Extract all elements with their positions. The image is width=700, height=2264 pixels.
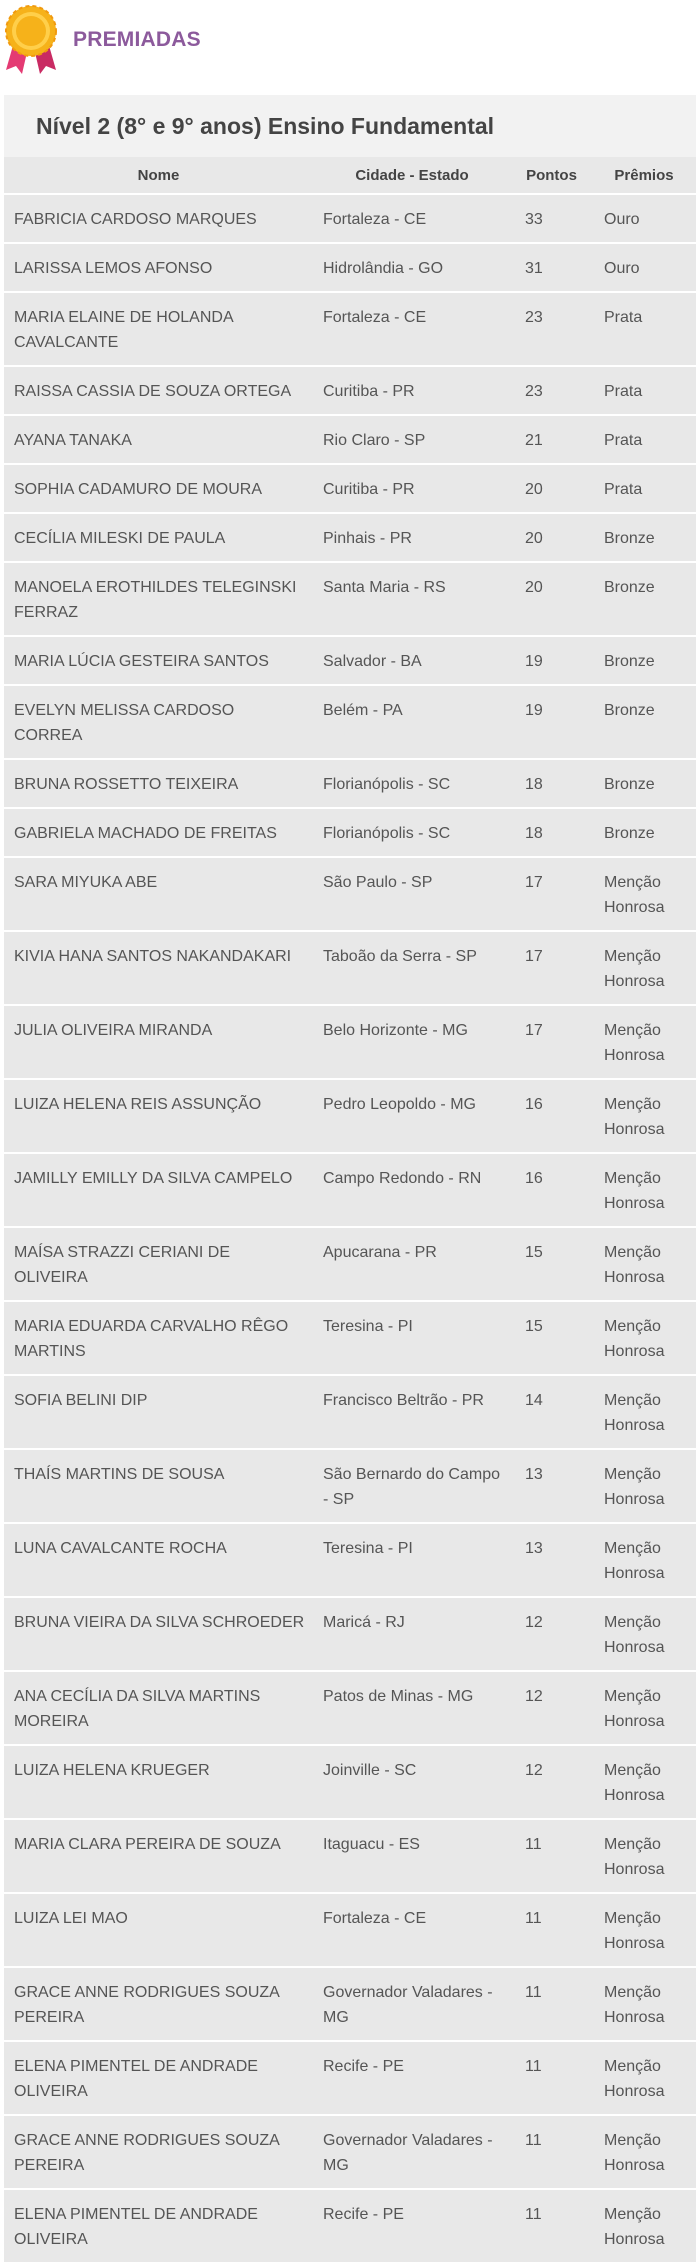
cell-premio: Bronze <box>592 636 696 685</box>
table-row <box>4 1079 696 1153</box>
cell-nome: LUNA CAVALCANTE ROCHA <box>4 1523 313 1597</box>
cell-premio: Menção Honrosa <box>592 1745 696 1819</box>
cell-pontos: 19 <box>511 636 592 685</box>
cell-premio: Menção Honrosa <box>592 1005 696 1079</box>
cell-pontos: 31 <box>511 243 592 292</box>
cell-pontos: 14 <box>511 1375 592 1449</box>
medal-icon <box>2 4 60 76</box>
cell-cidade: Pinhais - PR <box>313 513 511 562</box>
cell-pontos: 16 <box>511 1153 592 1227</box>
cell-cidade: Pedro Leopoldo - MG <box>313 1079 511 1153</box>
cell-pontos: 11 <box>511 2115 592 2189</box>
cell-premio: Bronze <box>592 759 696 808</box>
cell-cidade: Governador Valadares - MG <box>313 2115 511 2189</box>
cell-nome: MARIA EDUARDA CARVALHO RÊGO MARTINS <box>4 1301 313 1375</box>
cell-nome: ANA CECÍLIA DA SILVA MARTINS MOREIRA <box>4 1671 313 1745</box>
cell-cidade: Francisco Beltrão - PR <box>313 1375 511 1449</box>
cell-premio: Prata <box>592 464 696 513</box>
cell-pontos: 11 <box>511 2041 592 2115</box>
cell-nome: THAÍS MARTINS DE SOUSA <box>4 1449 313 1523</box>
table-row <box>4 931 696 1005</box>
cell-premio: Bronze <box>592 808 696 857</box>
cell-pontos: 18 <box>511 808 592 857</box>
cell-nome: GRACE ANNE RODRIGUES SOUZA PEREIRA <box>4 1967 313 2041</box>
cell-premio: Menção Honrosa <box>592 931 696 1005</box>
awards-table <box>4 157 696 2264</box>
cell-premio: Menção Honrosa <box>592 1523 696 1597</box>
cell-cidade: Fortaleza - CE <box>313 1893 511 1967</box>
cell-cidade: Governador Valadares - MG <box>313 1967 511 2041</box>
cell-cidade: Fortaleza - CE <box>313 194 511 243</box>
cell-premio: Menção Honrosa <box>592 1079 696 1153</box>
table-body <box>4 194 696 2263</box>
table-row <box>4 366 696 415</box>
cell-cidade: São Paulo - SP <box>313 857 511 931</box>
cell-premio: Menção Honrosa <box>592 1671 696 1745</box>
cell-cidade: Curitiba - PR <box>313 366 511 415</box>
table-row <box>4 1301 696 1375</box>
cell-nome: LUIZA LEI MAO <box>4 1893 313 1967</box>
table-row <box>4 2189 696 2263</box>
cell-pontos: 11 <box>511 1819 592 1893</box>
table-row <box>4 1227 696 1301</box>
cell-pontos: 11 <box>511 1967 592 2041</box>
table-row <box>4 1375 696 1449</box>
table-row <box>4 1893 696 1967</box>
column-header-nome: Nome <box>4 157 313 194</box>
cell-pontos: 33 <box>511 194 592 243</box>
cell-nome: MAÍSA STRAZZI CERIANI DE OLIVEIRA <box>4 1227 313 1301</box>
cell-nome: JAMILLY EMILLY DA SILVA CAMPELO <box>4 1153 313 1227</box>
cell-premio: Menção Honrosa <box>592 1597 696 1671</box>
cell-nome: EVELYN MELISSA CARDOSO CORREA <box>4 685 313 759</box>
cell-premio: Prata <box>592 366 696 415</box>
cell-premio: Bronze <box>592 685 696 759</box>
cell-nome: MARIA LÚCIA GESTEIRA SANTOS <box>4 636 313 685</box>
table-row <box>4 562 696 636</box>
cell-nome: BRUNA VIEIRA DA SILVA SCHROEDER <box>4 1597 313 1671</box>
cell-cidade: Taboão da Serra - SP <box>313 931 511 1005</box>
cell-premio: Menção Honrosa <box>592 857 696 931</box>
cell-nome: MANOELA EROTHILDES TELEGINSKI FERRAZ <box>4 562 313 636</box>
cell-nome: ELENA PIMENTEL DE ANDRADE OLIVEIRA <box>4 2041 313 2115</box>
cell-pontos: 20 <box>511 513 592 562</box>
cell-nome: CECÍLIA MILESKI DE PAULA <box>4 513 313 562</box>
table-row <box>4 464 696 513</box>
cell-nome: FABRICIA CARDOSO MARQUES <box>4 194 313 243</box>
table-row <box>4 1523 696 1597</box>
cell-cidade: Belém - PA <box>313 685 511 759</box>
table-row <box>4 1449 696 1523</box>
column-header-cidade: Cidade - Estado <box>313 157 511 194</box>
cell-nome: MARIA ELAINE DE HOLANDA CAVALCANTE <box>4 292 313 366</box>
section-title: PREMIADAS <box>73 28 201 51</box>
cell-premio: Prata <box>592 415 696 464</box>
cell-cidade: São Bernardo do Campo - SP <box>313 1449 511 1523</box>
cell-nome: JULIA OLIVEIRA MIRANDA <box>4 1005 313 1079</box>
cell-premio: Ouro <box>592 243 696 292</box>
cell-cidade: Apucarana - PR <box>313 1227 511 1301</box>
cell-premio: Menção Honrosa <box>592 1301 696 1375</box>
cell-pontos: 20 <box>511 562 592 636</box>
cell-cidade: Florianópolis - SC <box>313 808 511 857</box>
table-header <box>4 157 696 194</box>
cell-cidade: Recife - PE <box>313 2189 511 2263</box>
cell-pontos: 16 <box>511 1079 592 1153</box>
page-header <box>0 0 700 88</box>
cell-cidade: Teresina - PI <box>313 1523 511 1597</box>
table-row <box>4 2115 696 2189</box>
cell-pontos: 20 <box>511 464 592 513</box>
cell-nome: LUIZA HELENA KRUEGER <box>4 1745 313 1819</box>
cell-pontos: 12 <box>511 1671 592 1745</box>
cell-pontos: 11 <box>511 1893 592 1967</box>
table-row <box>4 857 696 931</box>
cell-cidade: Rio Claro - SP <box>313 415 511 464</box>
cell-pontos: 12 <box>511 1597 592 1671</box>
table-row <box>4 1967 696 2041</box>
cell-pontos: 23 <box>511 292 592 366</box>
cell-cidade: Joinville - SC <box>313 1745 511 1819</box>
cell-nome: SOFIA BELINI DIP <box>4 1375 313 1449</box>
column-header-premios: Prêmios <box>592 157 696 194</box>
table-row <box>4 1153 696 1227</box>
table-row <box>4 759 696 808</box>
cell-pontos: 13 <box>511 1449 592 1523</box>
cell-cidade: Salvador - BA <box>313 636 511 685</box>
cell-nome: SOPHIA CADAMURO DE MOURA <box>4 464 313 513</box>
cell-pontos: 17 <box>511 931 592 1005</box>
cell-nome: GABRIELA MACHADO DE FREITAS <box>4 808 313 857</box>
table-row <box>4 1745 696 1819</box>
cell-cidade: Teresina - PI <box>313 1301 511 1375</box>
cell-nome: LUIZA HELENA REIS ASSUNÇÃO <box>4 1079 313 1153</box>
cell-premio: Menção Honrosa <box>592 1967 696 2041</box>
cell-cidade: Florianópolis - SC <box>313 759 511 808</box>
cell-nome: BRUNA ROSSETTO TEIXEIRA <box>4 759 313 808</box>
table-row <box>4 1005 696 1079</box>
cell-nome: SARA MIYUKA ABE <box>4 857 313 931</box>
cell-nome: KIVIA HANA SANTOS NAKANDAKARI <box>4 931 313 1005</box>
awards-panel <box>4 95 696 2264</box>
cell-pontos: 23 <box>511 366 592 415</box>
table-row <box>4 194 696 243</box>
cell-premio: Menção Honrosa <box>592 1227 696 1301</box>
cell-nome: RAISSA CASSIA DE SOUZA ORTEGA <box>4 366 313 415</box>
cell-pontos: 15 <box>511 1227 592 1301</box>
level-title: Nível 2 (8° e 9° anos) Ensino Fundamental <box>36 113 495 139</box>
table-row <box>4 2041 696 2115</box>
cell-pontos: 21 <box>511 415 592 464</box>
cell-pontos: 18 <box>511 759 592 808</box>
cell-nome: GRACE ANNE RODRIGUES SOUZA PEREIRA <box>4 2115 313 2189</box>
table-row <box>4 808 696 857</box>
cell-premio: Menção Honrosa <box>592 1893 696 1967</box>
cell-cidade: Belo Horizonte - MG <box>313 1005 511 1079</box>
cell-cidade: Curitiba - PR <box>313 464 511 513</box>
cell-premio: Ouro <box>592 194 696 243</box>
cell-premio: Menção Honrosa <box>592 1819 696 1893</box>
table-row <box>4 1597 696 1671</box>
table-row <box>4 636 696 685</box>
cell-premio: Bronze <box>592 513 696 562</box>
cell-premio: Menção Honrosa <box>592 1153 696 1227</box>
cell-nome: AYANA TANAKA <box>4 415 313 464</box>
cell-premio: Menção Honrosa <box>592 2041 696 2115</box>
cell-pontos: 12 <box>511 1745 592 1819</box>
cell-cidade: Santa Maria - RS <box>313 562 511 636</box>
table-row <box>4 513 696 562</box>
table-row <box>4 1819 696 1893</box>
cell-premio: Menção Honrosa <box>592 1449 696 1523</box>
cell-premio: Menção Honrosa <box>592 2189 696 2263</box>
cell-pontos: 11 <box>511 2189 592 2263</box>
cell-cidade: Fortaleza - CE <box>313 292 511 366</box>
cell-cidade: Maricá - RJ <box>313 1597 511 1671</box>
cell-premio: Menção Honrosa <box>592 2115 696 2189</box>
cell-nome: ELENA PIMENTEL DE ANDRADE OLIVEIRA <box>4 2189 313 2263</box>
column-header-pontos: Pontos <box>511 157 592 194</box>
cell-pontos: 19 <box>511 685 592 759</box>
cell-cidade: Recife - PE <box>313 2041 511 2115</box>
cell-cidade: Campo Redondo - RN <box>313 1153 511 1227</box>
table-row <box>4 1671 696 1745</box>
cell-pontos: 17 <box>511 1005 592 1079</box>
cell-nome: LARISSA LEMOS AFONSO <box>4 243 313 292</box>
table-row <box>4 292 696 366</box>
table-row <box>4 243 696 292</box>
table-row <box>4 685 696 759</box>
cell-premio: Menção Honrosa <box>592 1375 696 1449</box>
cell-nome: MARIA CLARA PEREIRA DE SOUZA <box>4 1819 313 1893</box>
cell-pontos: 15 <box>511 1301 592 1375</box>
cell-pontos: 17 <box>511 857 592 931</box>
cell-pontos: 13 <box>511 1523 592 1597</box>
cell-cidade: Patos de Minas - MG <box>313 1671 511 1745</box>
cell-cidade: Hidrolândia - GO <box>313 243 511 292</box>
cell-premio: Bronze <box>592 562 696 636</box>
cell-premio: Prata <box>592 292 696 366</box>
cell-cidade: Itaguacu - ES <box>313 1819 511 1893</box>
table-row <box>4 415 696 464</box>
